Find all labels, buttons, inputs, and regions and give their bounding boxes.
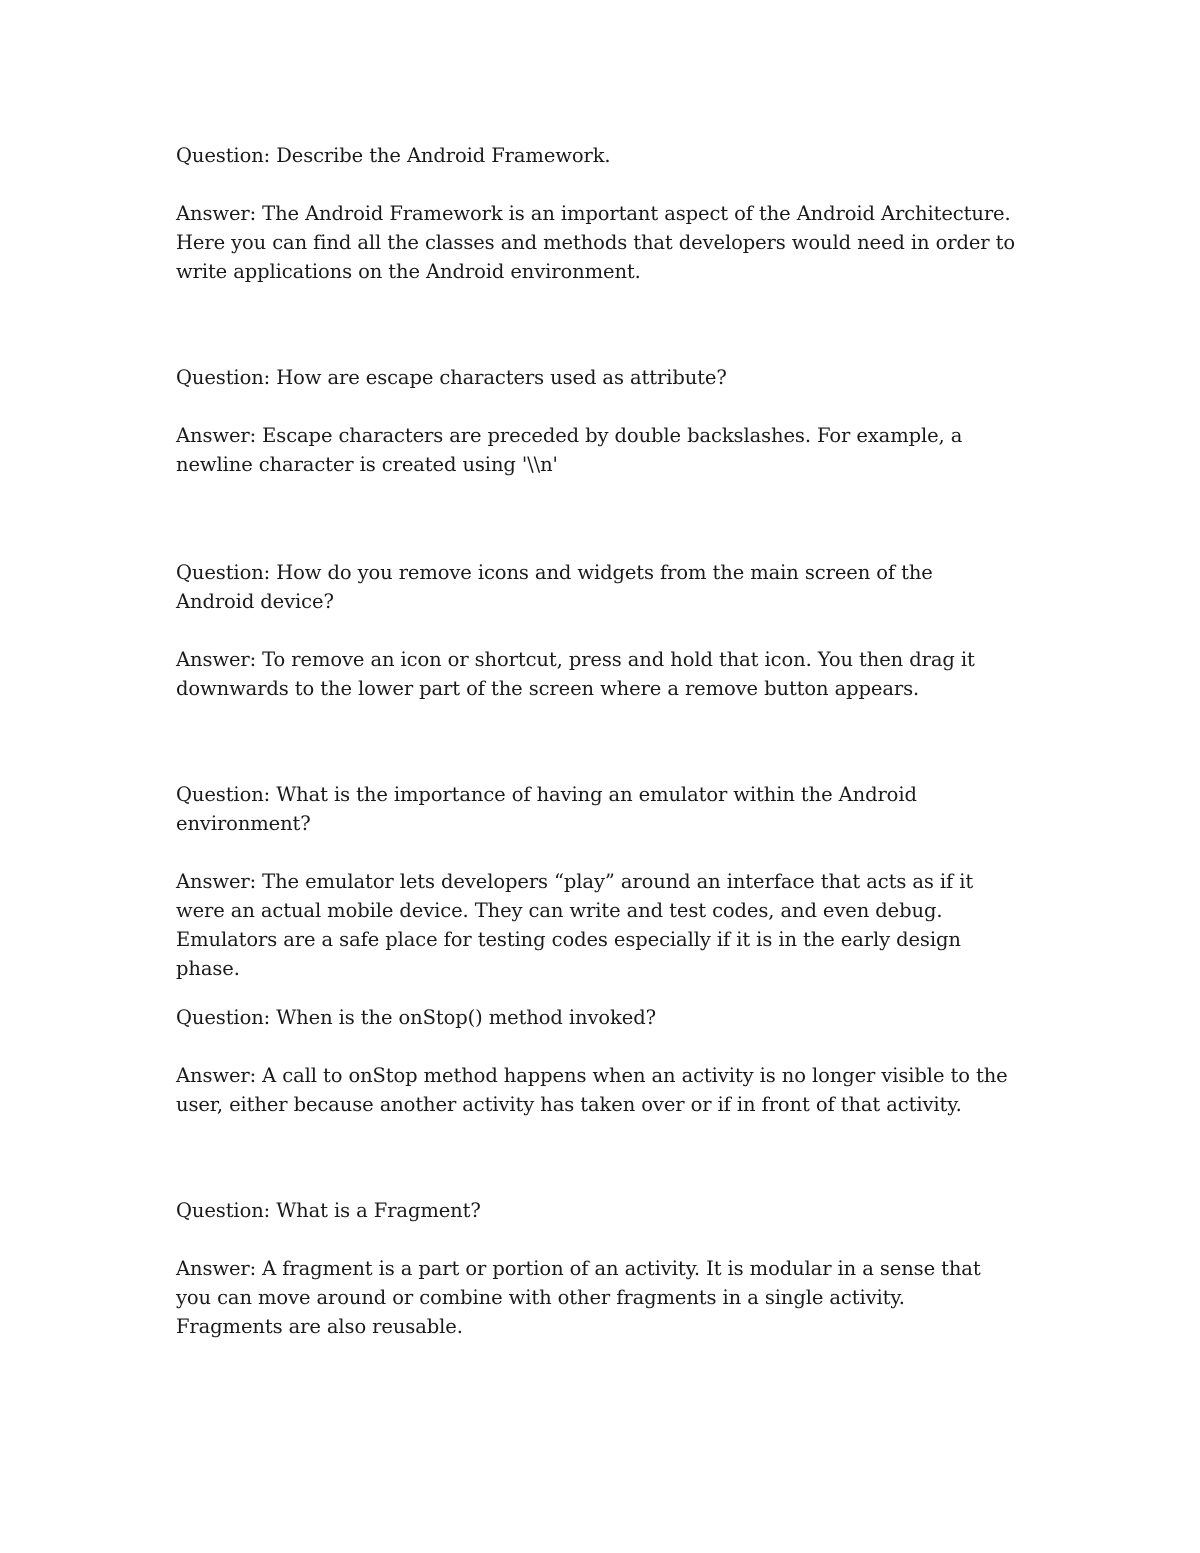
question-text: Question: What is a Fragment? [176,1199,481,1222]
question-text: Question: Describe the Android Framework. [176,144,611,167]
answer-text: Answer: The emulator lets developers “play” around an interface that acts as if it were an actual mobile device. They can write and test codes, and even debug. Emulators are a safe place for testing codes especially if it is in the early design phase. [176,870,974,980]
answer-text: Answer: A fragment is a part or portion of an activity. It is modular in a sense that you can move around or combine with other fragments in a single activity. Fragments are also reusable. [176,1257,981,1338]
answer-text: Answer: A call to onStop method happens when an activity is no longer visible to the user, either because another activity has taken over or if in front of that activity. [176,1064,1008,1116]
answer-text: Answer: To remove an icon or shortcut, press and hold that icon. You then drag it downwards to the lower part of the screen where a remove button appears. [176,648,975,700]
question-text: Question: How are escape characters used as attribute? [176,366,727,389]
qa-item-onstop [176,1003,1016,1119]
answer-text: Answer: The Android Framework is an important aspect of the Android Architecture. Here you can find all the classes and methods that developers would need in order to write applications on the Android environment. [176,202,1015,283]
qa-item-remove-icons [176,558,1016,703]
question-text: Question: How do you remove icons and widgets from the main screen of the Android device? [176,561,933,613]
question-text: Question: When is the onStop() method invoked? [176,1006,656,1029]
qa-item-escape-characters [176,363,1016,479]
qa-item-emulator [176,780,1016,983]
question-text: Question: What is the importance of having an emulator within the Android environment? [176,783,917,835]
qa-item-fragment [176,1196,1016,1341]
qa-item-android-framework [176,141,1016,286]
answer-text: Answer: Escape characters are preceded by double backslashes. For example, a newline character is created using '\\n' [176,424,963,476]
